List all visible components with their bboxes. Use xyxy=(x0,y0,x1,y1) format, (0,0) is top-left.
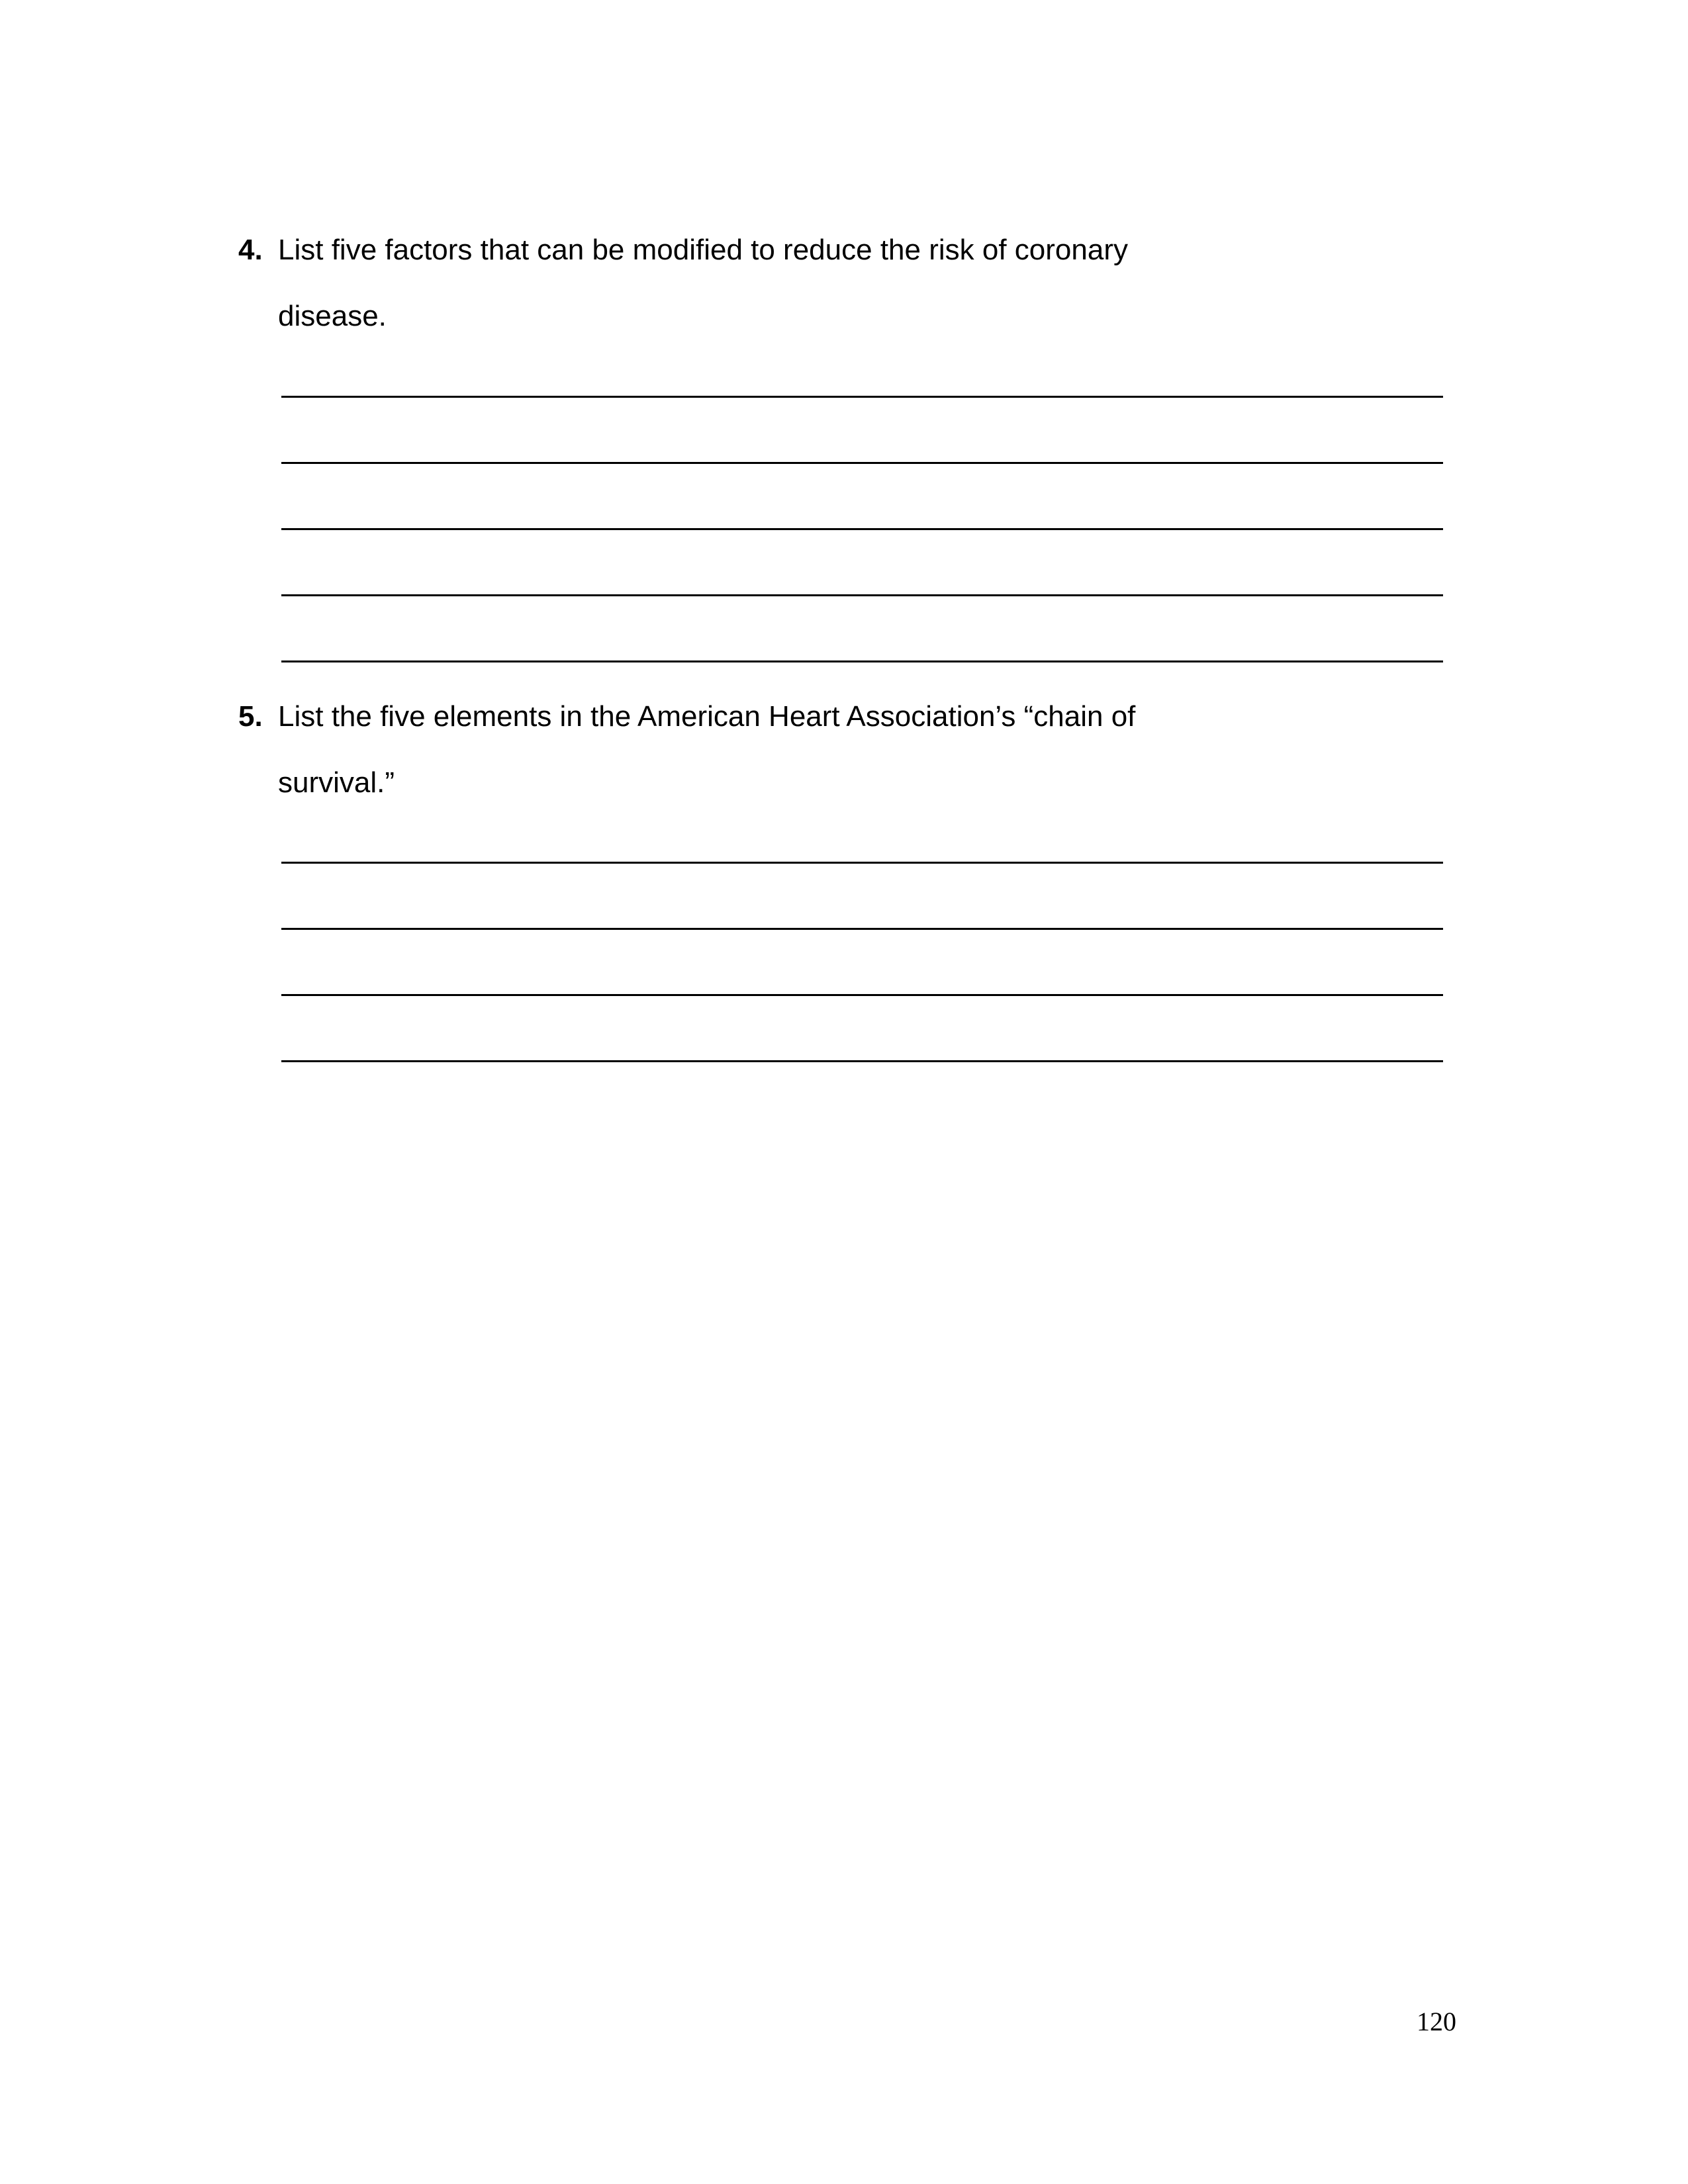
answer-line[interactable] xyxy=(281,1060,1443,1062)
answer-line[interactable] xyxy=(281,396,1443,398)
page-number: 120 xyxy=(1417,2007,1456,2036)
answer-line[interactable] xyxy=(281,660,1443,662)
question-number: 5. xyxy=(238,700,263,733)
question-text-line-1: List the five elements in the American Heart Association’s “chain of xyxy=(278,700,1136,733)
question-text-line-2: disease. xyxy=(278,300,387,332)
answer-line[interactable] xyxy=(281,928,1443,930)
answer-line[interactable] xyxy=(281,994,1443,996)
question-number: 4. xyxy=(238,234,263,266)
answer-line[interactable] xyxy=(281,862,1443,864)
answer-line[interactable] xyxy=(281,462,1443,464)
question-text-line-1: List five factors that can be modified to reduce the risk of coronary xyxy=(278,234,1128,266)
question-text-line-2: survival.” xyxy=(278,766,395,799)
answer-line[interactable] xyxy=(281,528,1443,530)
answer-line[interactable] xyxy=(281,594,1443,596)
